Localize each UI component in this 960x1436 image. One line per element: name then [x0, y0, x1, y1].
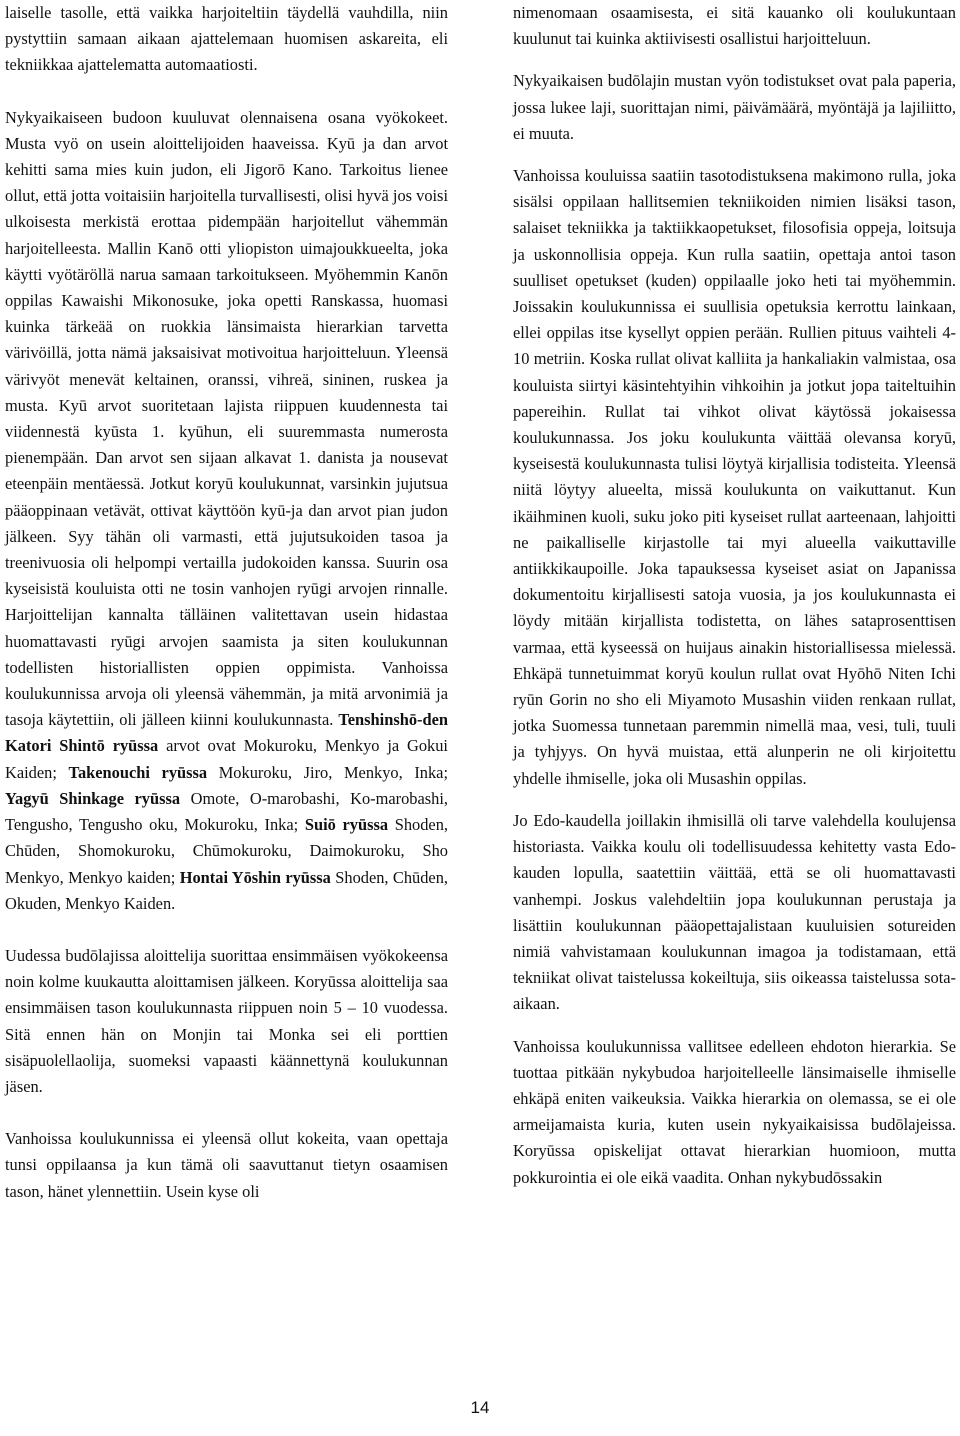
paragraph-text: Mokuroku, Jiro, Menkyo, Inka;	[207, 762, 449, 782]
paragraph: laiselle tasolle, että vaikka harjoiteltiin täydellä vauhdilla, niin pystyttiin samaan aikaan ajattelemaan huomisen askareita, eli tekniikkaa ajattelematta automaatiosti.	[5, 3, 448, 75]
paragraph: Nykyaikaisen budōlajin mustan vyön todistukset ovat pala paperia, jossa lukee laji, suorittajan nimi, päivämäärä, myöntäjä ja lajiliitto, ei muuta.	[513, 71, 956, 143]
school-name: Hontai Yōshin ryūssa	[179, 867, 331, 887]
paragraph: Vanhoissa kouluissa saatiin tasotodistuksena makimono rulla, joka sisälsi oppilaan hallitsemien tekniikoiden nimien lisäksi tason, salaiset tekniikka ja taktiikkaopetukset, filosofisia oppeja, loitsuja ja uskonnollisia oppeja. Kun rulla saatiin, opettaja antoi tason suulliset opetukset (kuden) oppilaalle joko heti tai myöhemmin. Joissakin koulukunnissa ei suullisia opetuksia kerrottu lainkaan, ellei oppilas itse kysellyt oppien perään. Rullien pituus vaihteli 4-10 metriin. Koska rullat olivat kalliita ja hankaliakin valmistaa, osa kouluista siirtyi käsintehtyihin vihkoihin ja jotkut jopa taiteltuihin papereihin. Rullat tai vihkot olivat käytössä jokaisessa koulukunnassa. Jos joku koulukunta väittää olevansa koryū, kyseisestä koulukunnasta tulisi löytyä kirjallisia todisteita. Yleensä niitä löytyy alueelta, missä koulukunta on vaikuttanut. Kun ikäihminen kuoli, suku joko piti kyseiset rullat aarteenaan, lahjoitti ne paikalliselle kirjastolle tai myi alueella vaikuttaville antiikkikaupoille. Joka tapauksessa kyseiset asiat on Japanissa dokumentoitu kirjallisesti satoja vuosia, ja jos koulukunnasta ei löydy mitään kirjallista todistetta, on lähes sataprosenttisen varmaa, että kyseessä on huijaus ainakin historiallisessa mielessä. Ehkäpä tunnetuimmat koryū koulun rullat ovat Hyōhō Niten Ichi ryūn Gorin no sho eli Miyamoto Musashin viiden renkaan rullat, jotka Suomessa tunnetaan paremmin nimellä maa, vesi, tuli, tuuli ja tyhjyys. On hyvä muistaa, että alunperin ne oli kirjoitettu yhdelle ihmiselle, joka oli Musashin oppilas.	[513, 166, 956, 788]
paragraph	[5, 105, 448, 917]
paragraph: nimenomaan osaamisesta, ei sitä kauanko oli koulukuntaan kuulunut tai kuinka aktiivisesti osallistui harjoitteluun.	[513, 3, 956, 49]
paragraph-text: Nykyaikaiseen budoon kuuluvat olennaisena osana vyökokeet. Musta vyö on usein aloittelijoiden haaveissa. Kyū ja dan arvot kehitti sama mies kuin judon, eli Jigorō Kano. Tarkoitus lienee ollut, että jotta voitaisiin harjoitella turvallisesti, olisi hyvä jos voisi ulkoisesta merkistä erottaa pidempään harjoitellut vähemmän harjoitelleesta. Mallin Kanō otti yliopiston uimajoukkueelta, joka käytti vyötäröllä narua samaan tarkoitukseen. Myöhemmin Kanōn oppilas Kawaishi Mikonosuke, joka opetti Ranskassa, huomasi kuinka tärkeää on ruokkia länsimaista hierarkian tarvetta värivöillä, jotta nämä jaksaisivat motivoitua harjoitteluun. Yleensä värivyöt menevät keltainen, oranssi, vihreä, sininen, ruskea ja musta. Kyū arvot suoritetaan lajista riippuen kuudennesta tai viidennestä kyūsta 1. kyūhun, eli suuremmasta numerosta pienempään. Dan arvot sen sijaan alkavat 1. danista ja nousevat eteenpäin mentäessä. Jotkut koryū koulukunnat, varsinkin jujutsua pääoppinaan vetävät, ottivat käyttöön kyū-ja dan arvot pian judon jälkeen. Syy tähän oli varmasti, että jujutsukoiden tasoa ja treenivuosia oli helpompi vertailla judokoiden kanssa. Suurin osa kyseisistä kouluista otti ne tosin vanhojen ryūgi arvojen rinnalle. Harjoittelijan kannalta tälläinen valitettavan usein hidastaa huomattavasti ryūgi arvojen saamista ja siten koulukunnan todellisten historiallisten oppien oppimista. Vanhoissa koulukunnissa arvoja oli yleensä vähemmän, ja mitä arvonimiä ja tasoja käytettiin, oli jälleen kiinni koulukunnasta.	[5, 107, 448, 730]
school-name: Yagyū Shinkage ryūssa	[5, 788, 181, 808]
paragraph: Vanhoissa koulukunnissa vallitsee edelleen ehdoton hierarkia. Se tuottaa pitkään nykybudoa harjoitelleelle länsimaiselle ihmiselle ehkäpä eniten vaikeuksia. Vaikka hierarkia on olemassa, se ei ole armeijamaista kuria, kuten usein nykyaikaisissa budōlajeissa. Koryūssa opiskelijat ottavat hierarkian huomioon, mutta pokkurointia ei ole eikä vaadita. Onhan nykybudōssakin	[513, 1036, 956, 1187]
left-column	[5, 0, 448, 1205]
paragraph-text: arvot ovat Mokuroku, Menkyo ja Gokui Kaiden;	[5, 736, 448, 782]
paragraph: Jo Edo-kaudella joillakin ihmisillä oli tarve valehdella koulujensa historiasta. Vaikka koulu oli todellisuudessa kehitetty vasta Edo-kauden lopulla, saatettiin väittää, että se oli huomattavasti vanhempi. Joskus valehdeltiin jopa koulukunnan perustaja ja lisättiin koulukunnan pääopettajalistaan kuuluisien sotureiden nimiä vahvistamaan koulukunnan imagoa ja todistamaan, että tekniikat olivat taistelussa kokeiltuja, siis oikeassa taistelussa sota-aikaan.	[513, 810, 956, 1014]
paragraph-text: Shoden, Chūden, Okuden, Menkyo Kaiden.	[5, 867, 448, 913]
paragraph-text: Shoden, Chūden, Shomokuroku, Chūmokuroku, Daimokuroku, Sho Menkyo, Menkyo kaiden;	[5, 815, 448, 887]
school-name: Suiō ryūssa	[304, 815, 389, 835]
paragraph: Uudessa budōlajissa aloittelija suorittaa ensimmäisen vyökokeensa noin kolme kuukautta aloittamisen jälkeen. Koryūssa aloittelija saa ensimmäisen tason koulukunnasta riippuen noin 5 – 10 vuodessa. Sitä ennen hän on Monjin tai Monka sei eli porttien sisäpuolellaolija, suomeksi vapaasti käännettynä koulukunnan jäsen.	[5, 945, 448, 1096]
school-name: Tenshinshō-den Katori Shintō ryūssa	[5, 710, 448, 756]
paragraph: Vanhoissa koulukunnissa ei yleensä ollut kokeita, vaan opettaja tunsi oppilaansa ja kun tämä oli saavuttanut tietyn osaamisen tason, hänet ylennettiin. Usein kyse oli	[5, 1129, 448, 1201]
right-column	[513, 0, 956, 1191]
page-number: 14	[470, 1398, 490, 1417]
paragraph-text: Omote, O-marobashi, Ko-marobashi, Tengusho, Tengusho oku, Mokuroku, Inka;	[5, 788, 448, 835]
school-name: Takenouchi ryūssa	[68, 762, 208, 782]
